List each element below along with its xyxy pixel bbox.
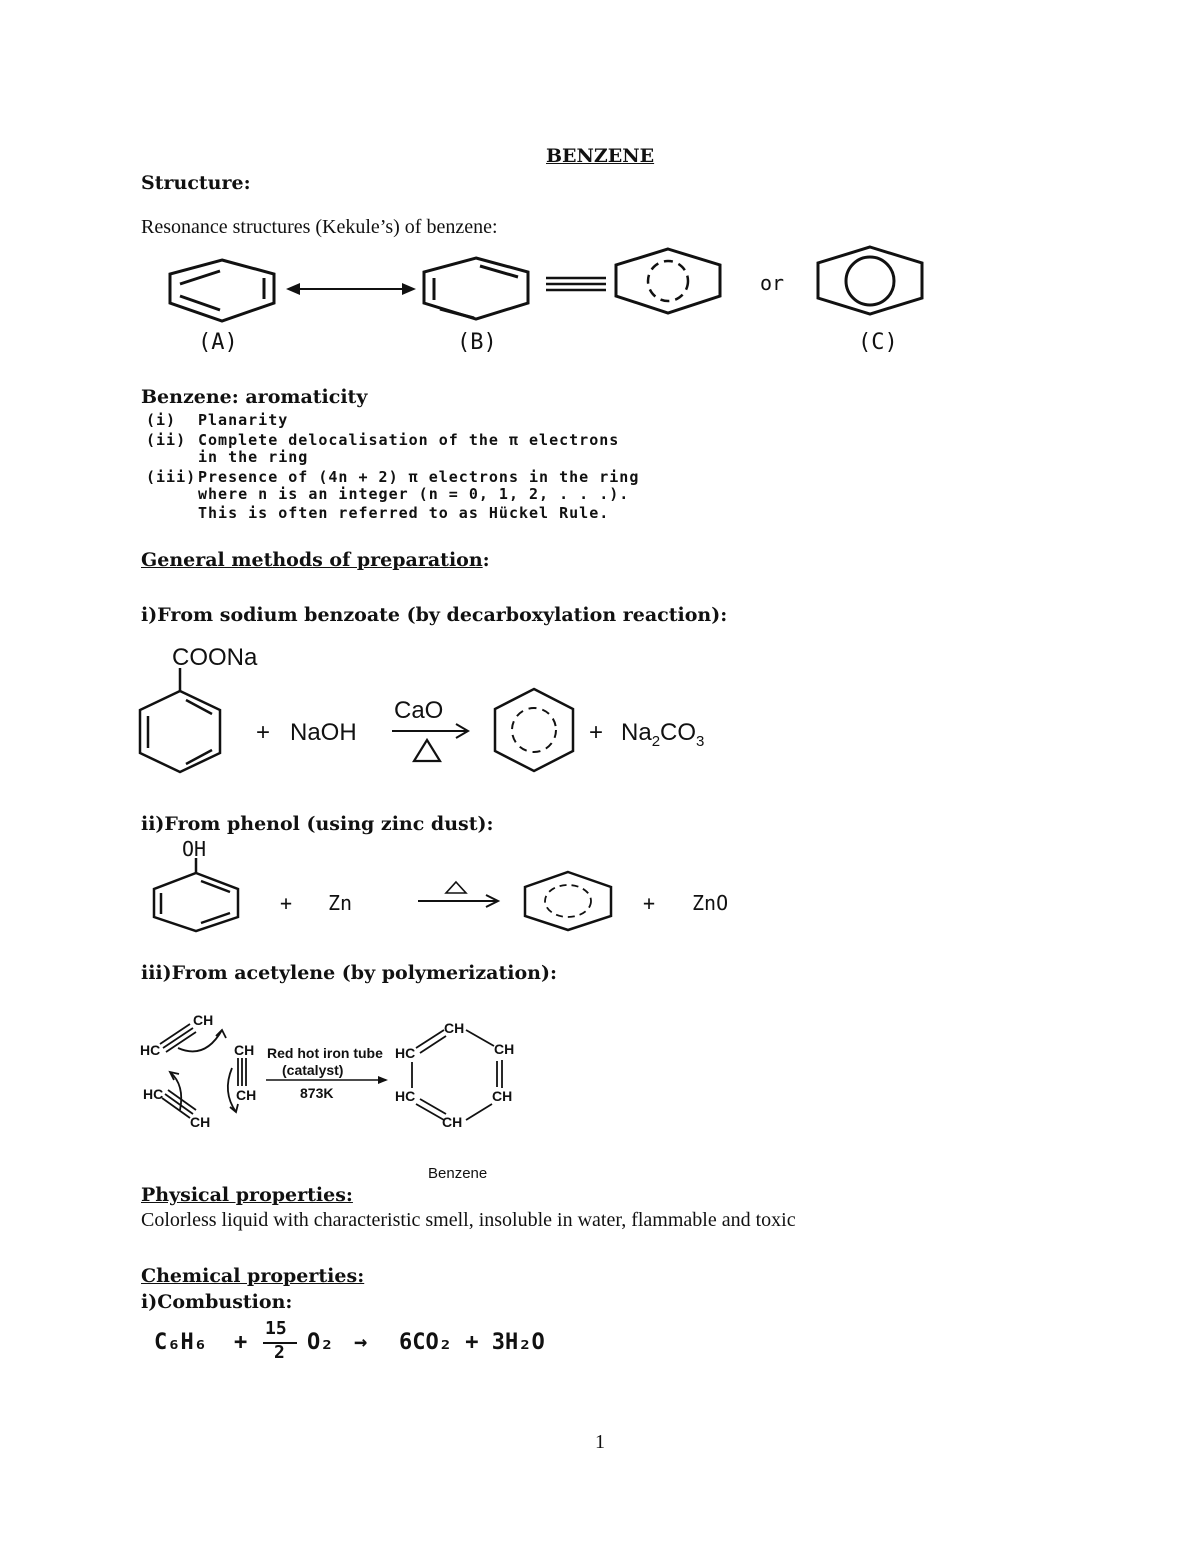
hc-1: HC [140,1042,161,1058]
physical-text: Colorless liquid with characteristic smell, insoluble in water, flammable and toxic [141,1209,796,1231]
condition-temperature: 873K [300,1085,334,1101]
zn-label: Zn [328,891,353,915]
structure-heading: Structure: [141,172,251,194]
condition-catalyst: (catalyst) [282,1062,344,1078]
naoh-label: NaOH [290,719,357,746]
hc-4: HC [395,1088,416,1104]
hc-2: HC [143,1086,164,1102]
label-b: (B) [457,330,497,355]
physical-heading: Physical properties: [141,1184,353,1206]
method3-heading: iii)From acetylene (by polymerization): [141,962,557,984]
ch-8: CH [442,1114,463,1130]
coona-label: COONa [172,644,258,671]
cao-label: CaO [394,697,444,724]
plus-4: + [643,891,656,915]
aromaticity-text-2: Complete delocalisation of the π electrons [198,431,620,449]
aromaticity-num-3: (iii) [146,468,197,486]
plus-2: + [589,719,604,746]
method1-heading-text: i)From sodium benzoate (by decarboxylation reaction): [141,604,728,626]
condition-iron-tube: Red hot iron tube [267,1045,383,1061]
frac-num: 15 [265,1318,287,1339]
ch-2: CH [234,1042,255,1058]
aromaticity-text-3c-plain: This is often referred to as [198,504,489,522]
combustion-products: 6CO₂ + 3H₂O [399,1330,545,1355]
oh-label: OH [182,837,207,861]
or-label: or [760,271,785,295]
combustion-plus: + [234,1330,248,1355]
zno-label: ZnO [692,891,729,915]
frac-den: 2 [274,1342,285,1363]
method2-heading: ii)From phenol (using zinc dust): [141,813,494,835]
aromaticity-text-2b: in the ring [198,448,309,466]
aromaticity-num-2: (ii) [146,431,187,449]
ch-7: CH [492,1088,513,1104]
na2co3-sub1: 2 [651,733,661,750]
label-a: (A) [198,330,238,355]
ch-1: CH [193,1012,214,1028]
aromaticity-text-3: Presence of (4n + 2) π electrons in the ring [198,468,640,486]
aromaticity-text-3b: where n is an integer (n = 0, 1, 2, . . .). [198,485,630,503]
ch-3: CH [236,1087,257,1103]
plus-1: + [256,719,271,746]
na2co3-sub2: 3 [696,733,705,750]
plus-3: + [280,891,293,915]
label-c: (C) [858,330,898,355]
resonance-text: Resonance structures (Kekule’s) of benzene: [141,216,498,238]
combustion-heading: i)Combustion: [141,1291,293,1313]
benzene-caption: Benzene [428,1165,488,1182]
huckel-rule: Hückel Rule. [488,504,610,522]
page-title: BENZENE [546,145,655,167]
page-number: 1 [595,1431,605,1453]
aromaticity-text-1: Planarity [198,411,289,429]
c6h6: C₆H₆ [154,1330,207,1355]
ch-4: CH [190,1114,211,1130]
ch-6: CH [494,1041,515,1057]
preparation-heading-colon: : [482,549,490,571]
aromaticity-num-1: (i) [146,411,177,429]
na2co3-base: Na [621,719,652,746]
ch-5: CH [444,1020,465,1036]
combustion-arrow: → [354,1330,368,1355]
preparation-heading-text: General methods of preparation [141,549,483,571]
hc-3: HC [395,1045,416,1061]
aromaticity-heading: Benzene: aromaticity [141,386,368,408]
chemical-heading: Chemical properties: [141,1265,365,1287]
na2co3-mid: CO [660,719,697,746]
o2: O₂ [307,1330,334,1355]
